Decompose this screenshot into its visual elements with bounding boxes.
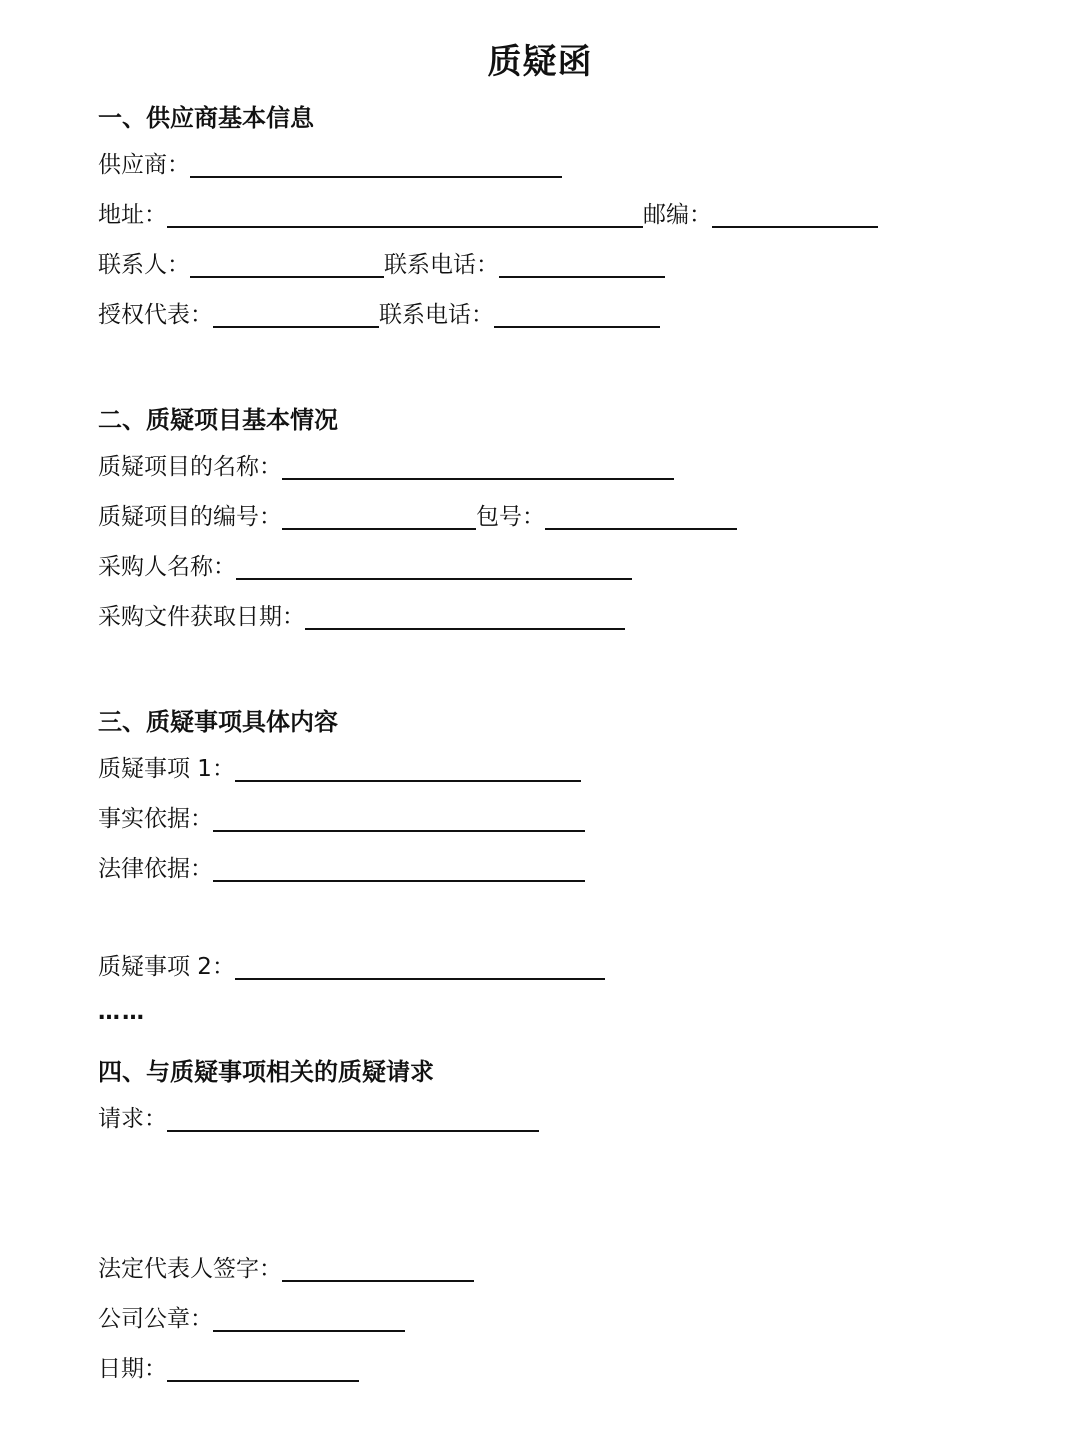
contact-row bbox=[98, 246, 665, 280]
rep-row bbox=[98, 296, 660, 330]
item2-label: 质疑事项 2： bbox=[98, 954, 235, 980]
doc-date-row bbox=[98, 598, 625, 632]
legal-rep-row bbox=[98, 1250, 474, 1284]
rep-phone-label: 联系电话： bbox=[379, 302, 494, 328]
project-name-label: 质疑项目的名称： bbox=[98, 454, 282, 480]
package-label: 包号： bbox=[476, 504, 545, 530]
legal-field[interactable] bbox=[213, 856, 585, 882]
item2-row bbox=[98, 948, 605, 982]
legal-label: 法律依据： bbox=[98, 856, 213, 882]
purchaser-label: 采购人名称： bbox=[98, 554, 236, 580]
doc-date-label: 采购文件获取日期： bbox=[98, 604, 305, 630]
section-2-heading: 二、质疑项目基本情况 bbox=[98, 406, 338, 434]
project-number-field[interactable] bbox=[282, 504, 476, 530]
project-name-field[interactable] bbox=[282, 454, 674, 480]
section-3-heading: 三、质疑事项具体内容 bbox=[98, 708, 338, 736]
rep-field[interactable] bbox=[213, 302, 379, 328]
project-name-row bbox=[98, 448, 674, 482]
item1-label: 质疑事项 1： bbox=[98, 756, 235, 782]
supplier-label: 供应商： bbox=[98, 152, 190, 178]
request-row bbox=[98, 1100, 539, 1134]
supplier-field[interactable] bbox=[190, 152, 562, 178]
rep-label: 授权代表： bbox=[98, 302, 213, 328]
package-field[interactable] bbox=[545, 504, 737, 530]
facts-row bbox=[98, 800, 585, 834]
postcode-label: 邮编： bbox=[643, 202, 712, 228]
purchaser-field[interactable] bbox=[236, 554, 632, 580]
legal-row bbox=[98, 850, 585, 884]
facts-label: 事实依据： bbox=[98, 806, 213, 832]
contact-phone-label: 联系电话： bbox=[384, 252, 499, 278]
ellipsis: …… bbox=[98, 1000, 146, 1025]
legal-rep-field[interactable] bbox=[282, 1256, 474, 1282]
project-number-label: 质疑项目的编号： bbox=[98, 504, 282, 530]
seal-label: 公司公章： bbox=[98, 1306, 213, 1332]
rep-phone-field[interactable] bbox=[494, 302, 660, 328]
address-field[interactable] bbox=[167, 202, 643, 228]
date-field[interactable] bbox=[167, 1356, 359, 1382]
purchaser-row bbox=[98, 548, 632, 582]
item1-field[interactable] bbox=[235, 756, 581, 782]
date-row bbox=[98, 1350, 359, 1384]
seal-field[interactable] bbox=[213, 1306, 405, 1332]
facts-field[interactable] bbox=[213, 806, 585, 832]
contact-label: 联系人： bbox=[98, 252, 190, 278]
item2-field[interactable] bbox=[235, 954, 605, 980]
section-4-heading: 四、与质疑事项相关的质疑请求 bbox=[98, 1058, 434, 1086]
contact-phone-field[interactable] bbox=[499, 252, 665, 278]
project-number-row bbox=[98, 498, 737, 532]
supplier-row bbox=[98, 146, 562, 180]
address-row bbox=[98, 196, 878, 230]
section-1-heading: 一、供应商基本信息 bbox=[98, 104, 314, 132]
document-title: 质疑函 bbox=[487, 42, 593, 82]
date-label: 日期： bbox=[98, 1356, 167, 1382]
item1-row bbox=[98, 750, 581, 784]
legal-rep-label: 法定代表人签字： bbox=[98, 1256, 282, 1282]
postcode-field[interactable] bbox=[712, 202, 878, 228]
request-label: 请求： bbox=[98, 1106, 167, 1132]
request-field[interactable] bbox=[167, 1106, 539, 1132]
contact-field[interactable] bbox=[190, 252, 384, 278]
address-label: 地址： bbox=[98, 202, 167, 228]
seal-row bbox=[98, 1300, 405, 1334]
doc-date-field[interactable] bbox=[305, 604, 625, 630]
